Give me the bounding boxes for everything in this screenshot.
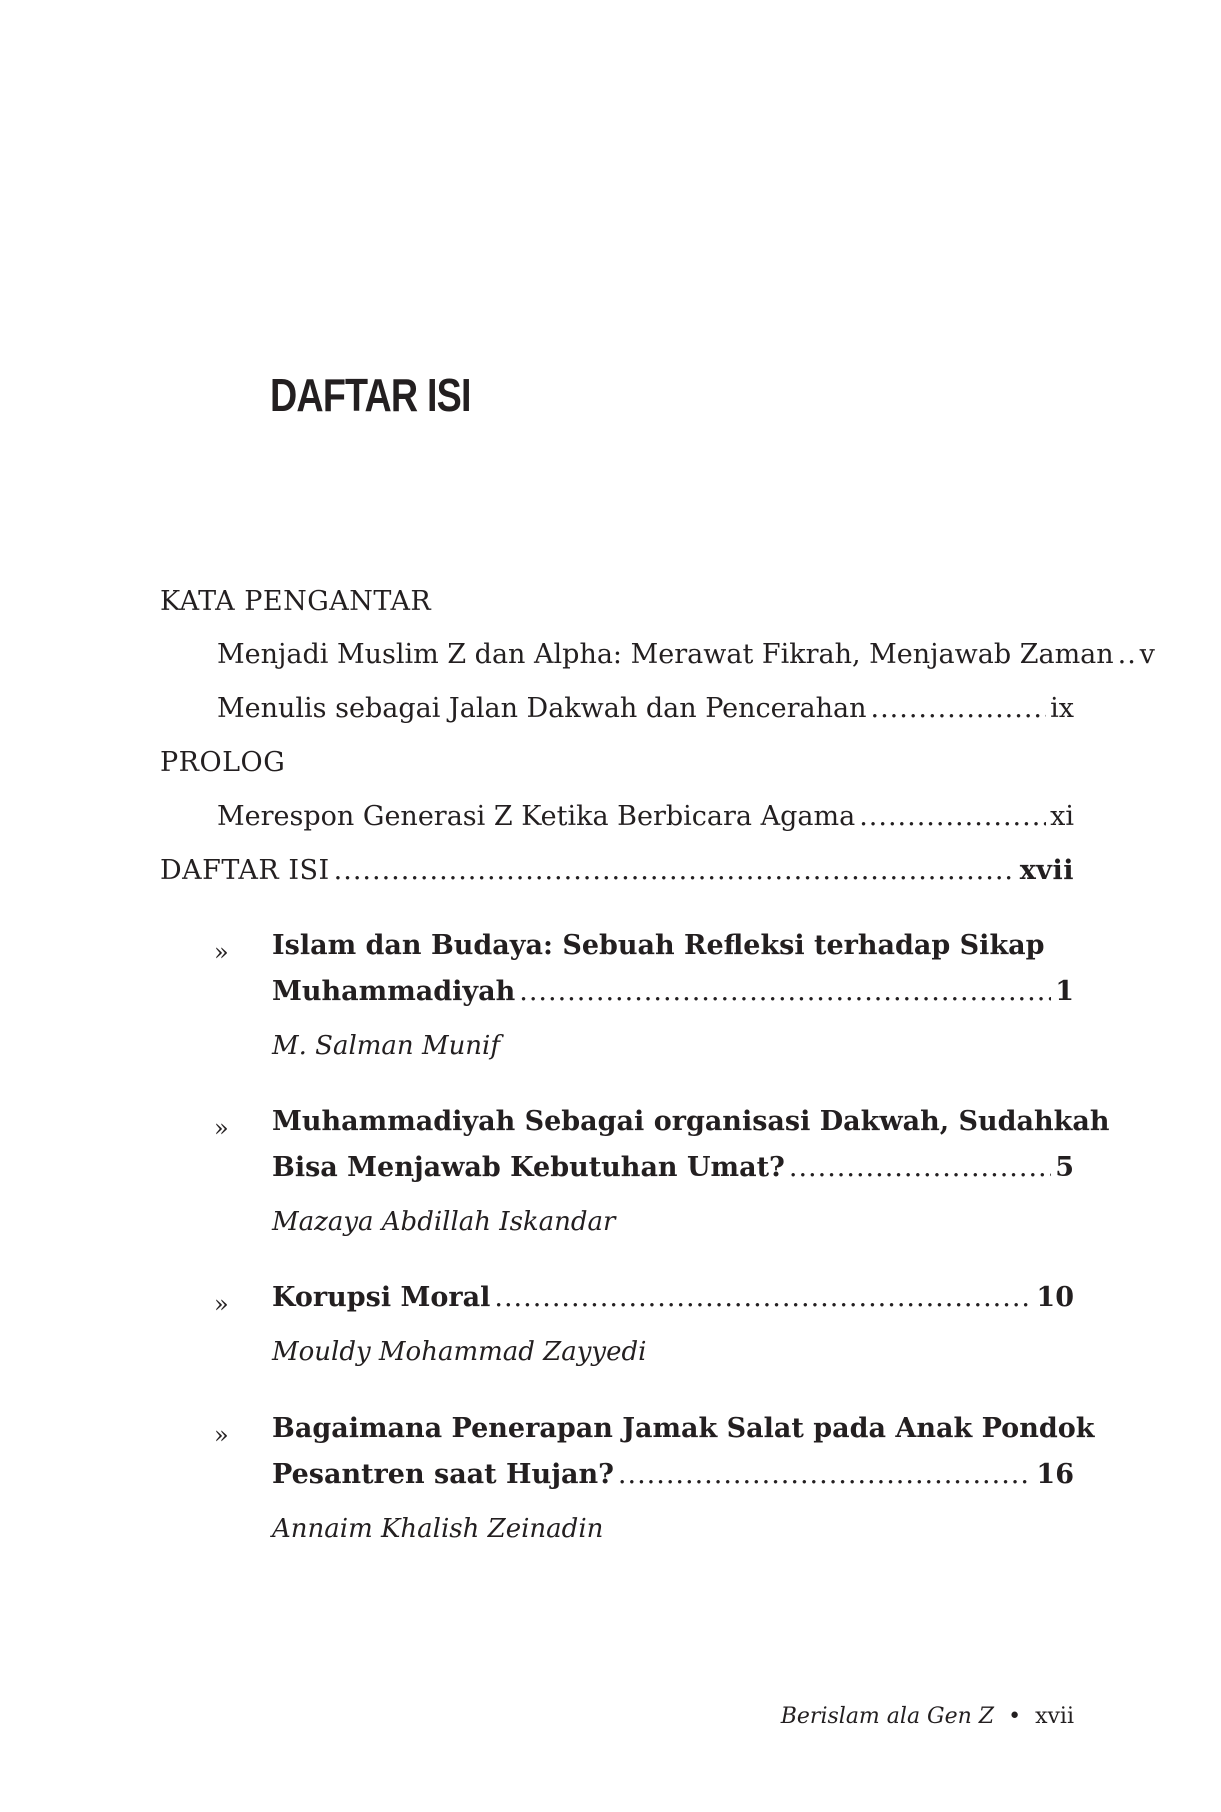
bullet-icon: » xyxy=(214,1114,229,1142)
dot-leader xyxy=(334,857,1016,884)
toc-item-label: Menulis sebagai Jalan Dakwah dan Pencerahan xyxy=(217,693,867,724)
dot-leader xyxy=(789,1154,1051,1181)
toc-section-label: DAFTAR ISI xyxy=(160,855,330,886)
dot-leader xyxy=(494,1284,1032,1311)
toc-section-label: PROLOG xyxy=(160,747,286,778)
chapter-author: Mazaya Abdillah Iskandar xyxy=(272,1207,616,1237)
chapter-title-text: Pesantren saat Hujan? xyxy=(272,1459,614,1490)
toc-item-menjadi-muslim[interactable] xyxy=(217,639,1155,670)
toc-item-merespon[interactable] xyxy=(217,803,1074,830)
bullet-icon: » xyxy=(214,938,229,966)
table-of-contents xyxy=(160,0,1155,1812)
toc-item-page: v xyxy=(1139,639,1155,670)
chapter-page: 1 xyxy=(1055,976,1074,1007)
toc-section-prolog[interactable] xyxy=(160,749,1074,776)
toc-item-page: ix xyxy=(1050,693,1074,724)
page-title: DAFTAR ISI xyxy=(270,369,471,421)
footer-page-number: xvii xyxy=(1035,1704,1074,1729)
chapter-title-text: Bisa Menjawab Kebutuhan Umat? xyxy=(272,1152,785,1183)
chapter-title-line1: Bagaimana Penerapan Jamak Salat pada Anak Pondok xyxy=(272,1413,1095,1444)
toc-item-label: Menjadi Muslim Z dan Alpha: Merawat Fikrah, Menjawab Zaman xyxy=(217,639,1114,670)
chapter-page: 5 xyxy=(1055,1152,1074,1183)
toc-section-kata-pengantar[interactable] xyxy=(160,588,1074,615)
dot-leader xyxy=(618,1461,1033,1488)
toc-section-label: KATA PENGANTAR xyxy=(160,586,432,617)
chapter-author: M. Salman Munif xyxy=(272,1031,500,1061)
chapter-title-line2 xyxy=(272,1461,1074,1488)
chapter-title-line1: Muhammadiyah Sebagai organisasi Dakwah, Sudahkah xyxy=(272,1106,1110,1137)
chapter-author: Mouldy Mohammad Zayyedi xyxy=(272,1337,647,1367)
toc-item-label: Merespon Generasi Z Ketika Berbicara Agama xyxy=(217,801,856,832)
running-footer xyxy=(781,1704,1074,1729)
dot-leader xyxy=(519,978,1051,1005)
toc-item-menulis[interactable] xyxy=(217,695,1074,722)
chapter-page: 10 xyxy=(1036,1282,1074,1313)
chapter-title-line1: Islam dan Budaya: Sebuah Refleksi terhadap Sikap xyxy=(272,930,1045,961)
dot-leader xyxy=(1118,641,1136,668)
chapter-page: 16 xyxy=(1036,1459,1074,1490)
chapter-title-line2 xyxy=(272,1154,1074,1181)
chapter-title-line2 xyxy=(272,978,1074,1005)
toc-item-page: xi xyxy=(1050,801,1074,832)
chapter-title-text: Muhammadiyah xyxy=(272,976,516,1007)
footer-separator: • xyxy=(1008,1704,1022,1729)
dot-leader xyxy=(859,803,1046,830)
dot-leader xyxy=(871,695,1047,722)
chapter-title-line1 xyxy=(272,1284,1074,1311)
toc-section-daftar-isi[interactable] xyxy=(160,857,1074,884)
bullet-icon: » xyxy=(214,1290,229,1318)
chapter-author: Annaim Khalish Zeinadin xyxy=(272,1514,604,1544)
toc-item-page: xvii xyxy=(1019,855,1074,886)
chapter-title-text: Korupsi Moral xyxy=(272,1282,491,1313)
bullet-icon: » xyxy=(214,1421,229,1449)
footer-book-title: Berislam ala Gen Z xyxy=(780,1704,995,1729)
